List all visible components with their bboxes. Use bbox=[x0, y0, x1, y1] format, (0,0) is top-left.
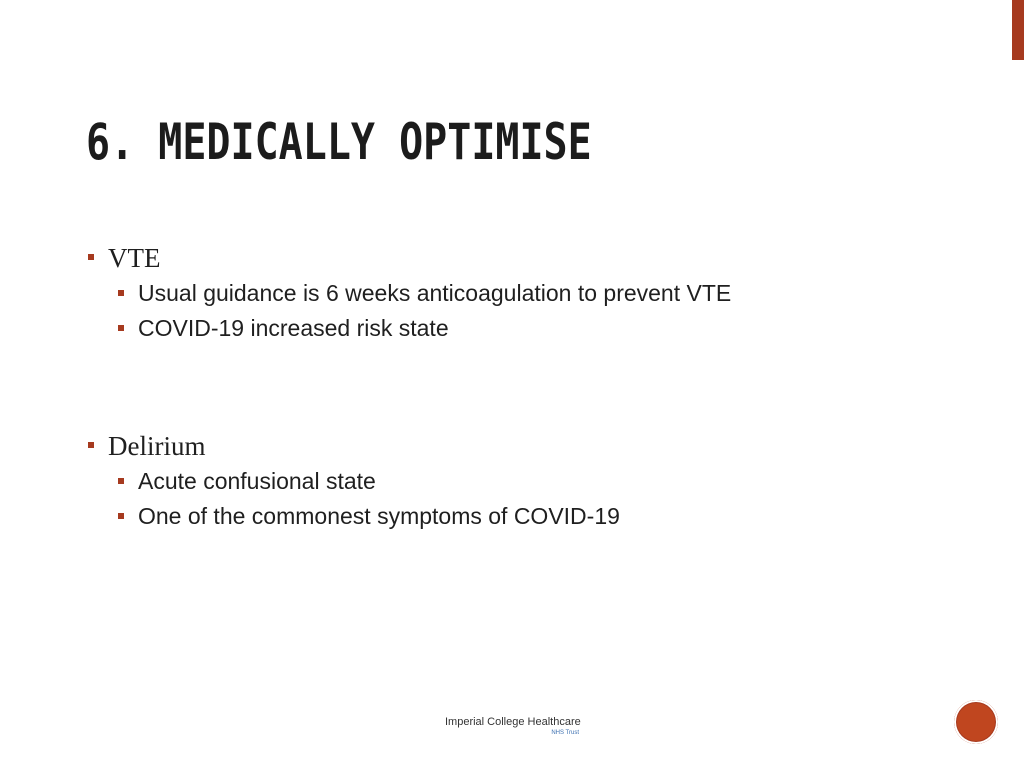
bullet-text: COVID-19 increased risk state bbox=[138, 315, 449, 341]
bullet-text: Delirium bbox=[108, 431, 206, 461]
bullet-level2 bbox=[86, 464, 966, 499]
bullet-level2 bbox=[86, 499, 966, 534]
logo-sub-text: NHS Trust bbox=[551, 730, 579, 736]
slide-title: 6. MEDICALLY OPTIMISE bbox=[86, 113, 592, 171]
bullet-level2 bbox=[86, 276, 966, 311]
bullet-level1 bbox=[86, 240, 966, 276]
square-bullet-icon bbox=[88, 254, 94, 260]
circle-badge-icon bbox=[954, 700, 998, 744]
square-bullet-icon bbox=[118, 513, 124, 519]
square-bullet-icon bbox=[88, 442, 94, 448]
square-bullet-icon bbox=[118, 478, 124, 484]
bullet-group-vte bbox=[86, 240, 966, 346]
bullet-text: Acute confusional state bbox=[138, 468, 376, 494]
bullet-level2 bbox=[86, 311, 966, 346]
bullet-text: One of the commonest symptoms of COVID-19 bbox=[138, 503, 620, 529]
bullet-text: VTE bbox=[108, 243, 161, 273]
bullet-text: Usual guidance is 6 weeks anticoagulation to prevent VTE bbox=[138, 280, 732, 306]
footer-logo bbox=[445, 716, 585, 737]
logo-main-text: Imperial College Healthcare bbox=[445, 716, 581, 728]
corner-accent-bar bbox=[1012, 0, 1024, 60]
slide-content bbox=[86, 240, 966, 534]
square-bullet-icon bbox=[118, 290, 124, 296]
square-bullet-icon bbox=[118, 325, 124, 331]
bullet-level1 bbox=[86, 428, 966, 464]
bullet-group-delirium bbox=[86, 428, 966, 534]
